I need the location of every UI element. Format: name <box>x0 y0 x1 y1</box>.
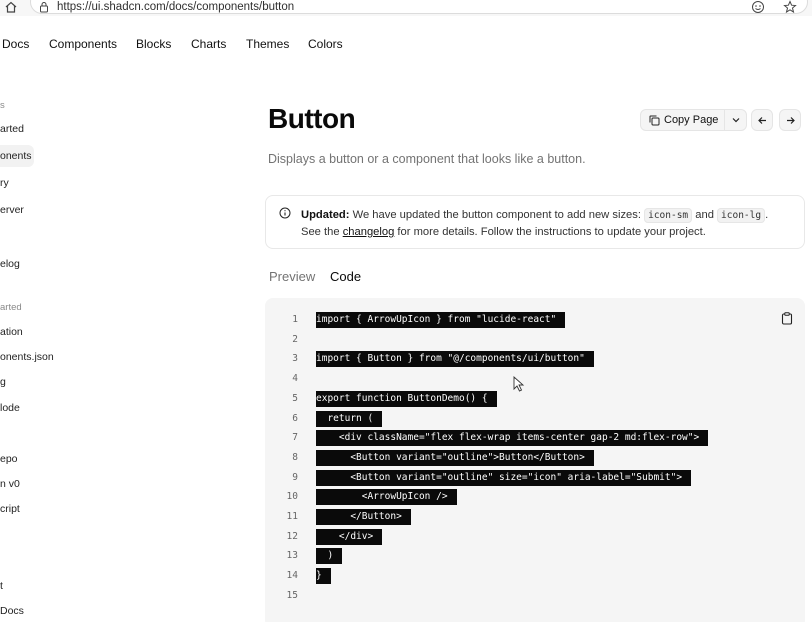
line-number: 12 <box>286 530 298 542</box>
code-text[interactable]: <div className="flex flex-wrap items-center gap-2 md:flex-row"> <box>316 430 708 446</box>
code-line <box>265 450 805 466</box>
sidebar-item-registry[interactable]: ry <box>0 177 9 189</box>
info-icon <box>279 207 291 219</box>
code-line <box>265 509 805 525</box>
browser-toolbar <box>0 0 812 16</box>
sidebar-item-changelog[interactable]: elog <box>0 258 20 270</box>
code-line <box>265 411 805 427</box>
sidebar-item-theming[interactable]: g <box>0 376 6 388</box>
code-line <box>265 529 805 545</box>
nav-blocks[interactable]: Blocks <box>136 37 172 51</box>
code-line <box>265 548 805 564</box>
code-line <box>265 312 805 328</box>
arrow-left-icon <box>757 115 768 126</box>
sidebar-item-mcp-server[interactable]: erver <box>0 204 24 216</box>
next-page-button[interactable] <box>779 109 801 131</box>
code-line <box>265 430 805 446</box>
code-text[interactable]: <Button variant="outline">Button</Button> <box>316 450 594 466</box>
line-number: 15 <box>286 589 298 601</box>
url-text[interactable]: https://ui.shadcn.com/docs/components/button <box>57 1 295 13</box>
sidebar-item-llms[interactable]: t <box>0 580 3 592</box>
home-icon[interactable] <box>4 0 18 14</box>
sidebar-item-open-in-v0[interactable]: n v0 <box>0 478 20 490</box>
line-number: 13 <box>286 550 298 562</box>
code-line <box>265 489 805 505</box>
code-line <box>265 588 805 604</box>
code-text[interactable]: </Button> <box>316 509 411 525</box>
copy-page-label: Copy Page <box>664 114 719 126</box>
star-icon[interactable] <box>783 0 797 14</box>
sidebar-item-installation[interactable]: ation <box>0 326 23 338</box>
alert-text: We have updated the button component to add new sizes: <box>349 209 645 221</box>
sidebar-section-heading: arted <box>0 302 22 313</box>
code-chip: icon-sm <box>644 208 692 223</box>
nav-docs[interactable]: Docs <box>2 37 30 51</box>
code-line <box>265 568 805 584</box>
sidebar-item-javascript[interactable]: cript <box>0 503 20 515</box>
line-number: 4 <box>292 373 298 385</box>
code-text[interactable]: return ( <box>316 411 382 427</box>
changelog-link[interactable]: changelog <box>342 226 395 238</box>
alert-strong: Updated: <box>301 209 350 221</box>
arrow-right-icon <box>785 115 796 126</box>
line-number: 7 <box>292 432 298 444</box>
alert-text: See the <box>301 226 343 238</box>
line-number: 3 <box>292 353 298 365</box>
line-number: 6 <box>292 412 298 424</box>
nav-charts[interactable]: Charts <box>191 37 227 51</box>
code-text[interactable]: } <box>316 568 331 584</box>
code-line <box>265 391 805 407</box>
line-number: 5 <box>292 392 298 404</box>
tab-code[interactable]: Code <box>330 269 362 284</box>
alert-text: . <box>765 209 769 221</box>
sidebar-item-monorepo[interactable]: epo <box>0 453 18 465</box>
line-number: 10 <box>286 491 298 503</box>
nav-colors[interactable]: Colors <box>308 37 343 51</box>
code-line <box>265 332 805 348</box>
line-number: 8 <box>292 451 298 463</box>
tab-preview[interactable]: Preview <box>269 269 316 284</box>
code-text[interactable]: import { ArrowUpIcon } from "lucide-react" <box>316 312 565 328</box>
sidebar-item-components-json[interactable]: onents.json <box>0 351 54 363</box>
lock-icon[interactable] <box>38 1 50 13</box>
sidebar-item-legacy-docs[interactable]: Docs <box>0 605 24 617</box>
sidebar-item-getting-started[interactable]: arted <box>0 123 24 135</box>
code-text[interactable]: import { Button } from "@/components/ui/button" <box>316 351 594 367</box>
line-number: 11 <box>286 511 298 522</box>
code-text[interactable]: export function ButtonDemo() { <box>316 391 497 407</box>
alert-text: for more details. Follow the instructions to update your project. <box>394 226 706 238</box>
line-number: 1 <box>292 314 298 325</box>
emoji-icon[interactable] <box>751 0 765 14</box>
copy-page-group <box>640 109 747 131</box>
sidebar <box>0 90 60 622</box>
copy-page-button[interactable] <box>641 110 724 130</box>
code-chip: icon-lg <box>717 208 765 223</box>
code-text[interactable]: </div> <box>316 529 382 545</box>
sidebar-item-dark-mode[interactable]: lode <box>0 402 20 414</box>
code-text[interactable]: <Button variant="outline" size="icon" aria-label="Submit"> <box>316 470 691 486</box>
nav-components[interactable]: Components <box>49 37 118 51</box>
alert-line-1 <box>301 207 768 224</box>
code-line <box>265 470 805 486</box>
sidebar-item-components[interactable]: onents <box>0 150 32 162</box>
alert-text: and <box>692 209 718 221</box>
page-title: Button <box>268 103 356 134</box>
update-alert <box>265 195 805 249</box>
previous-page-button[interactable] <box>751 109 773 131</box>
page-subtitle: Displays a button or a component that looks like a button. <box>268 152 586 166</box>
chevron-down-icon <box>731 115 741 125</box>
alert-line-2 <box>301 224 706 240</box>
copy-page-dropdown[interactable] <box>724 110 746 130</box>
code-text[interactable]: ) <box>316 548 342 564</box>
code-text[interactable]: <ArrowUpIcon /> <box>316 489 457 505</box>
mouse-cursor-icon <box>513 376 525 392</box>
code-line <box>265 351 805 367</box>
line-number: 9 <box>292 471 298 483</box>
copy-icon <box>649 115 660 126</box>
line-number: 14 <box>286 570 298 582</box>
line-number: 2 <box>292 333 298 345</box>
code-line <box>265 371 805 387</box>
sidebar-section-heading: s <box>0 100 5 111</box>
nav-themes[interactable]: Themes <box>246 37 290 51</box>
